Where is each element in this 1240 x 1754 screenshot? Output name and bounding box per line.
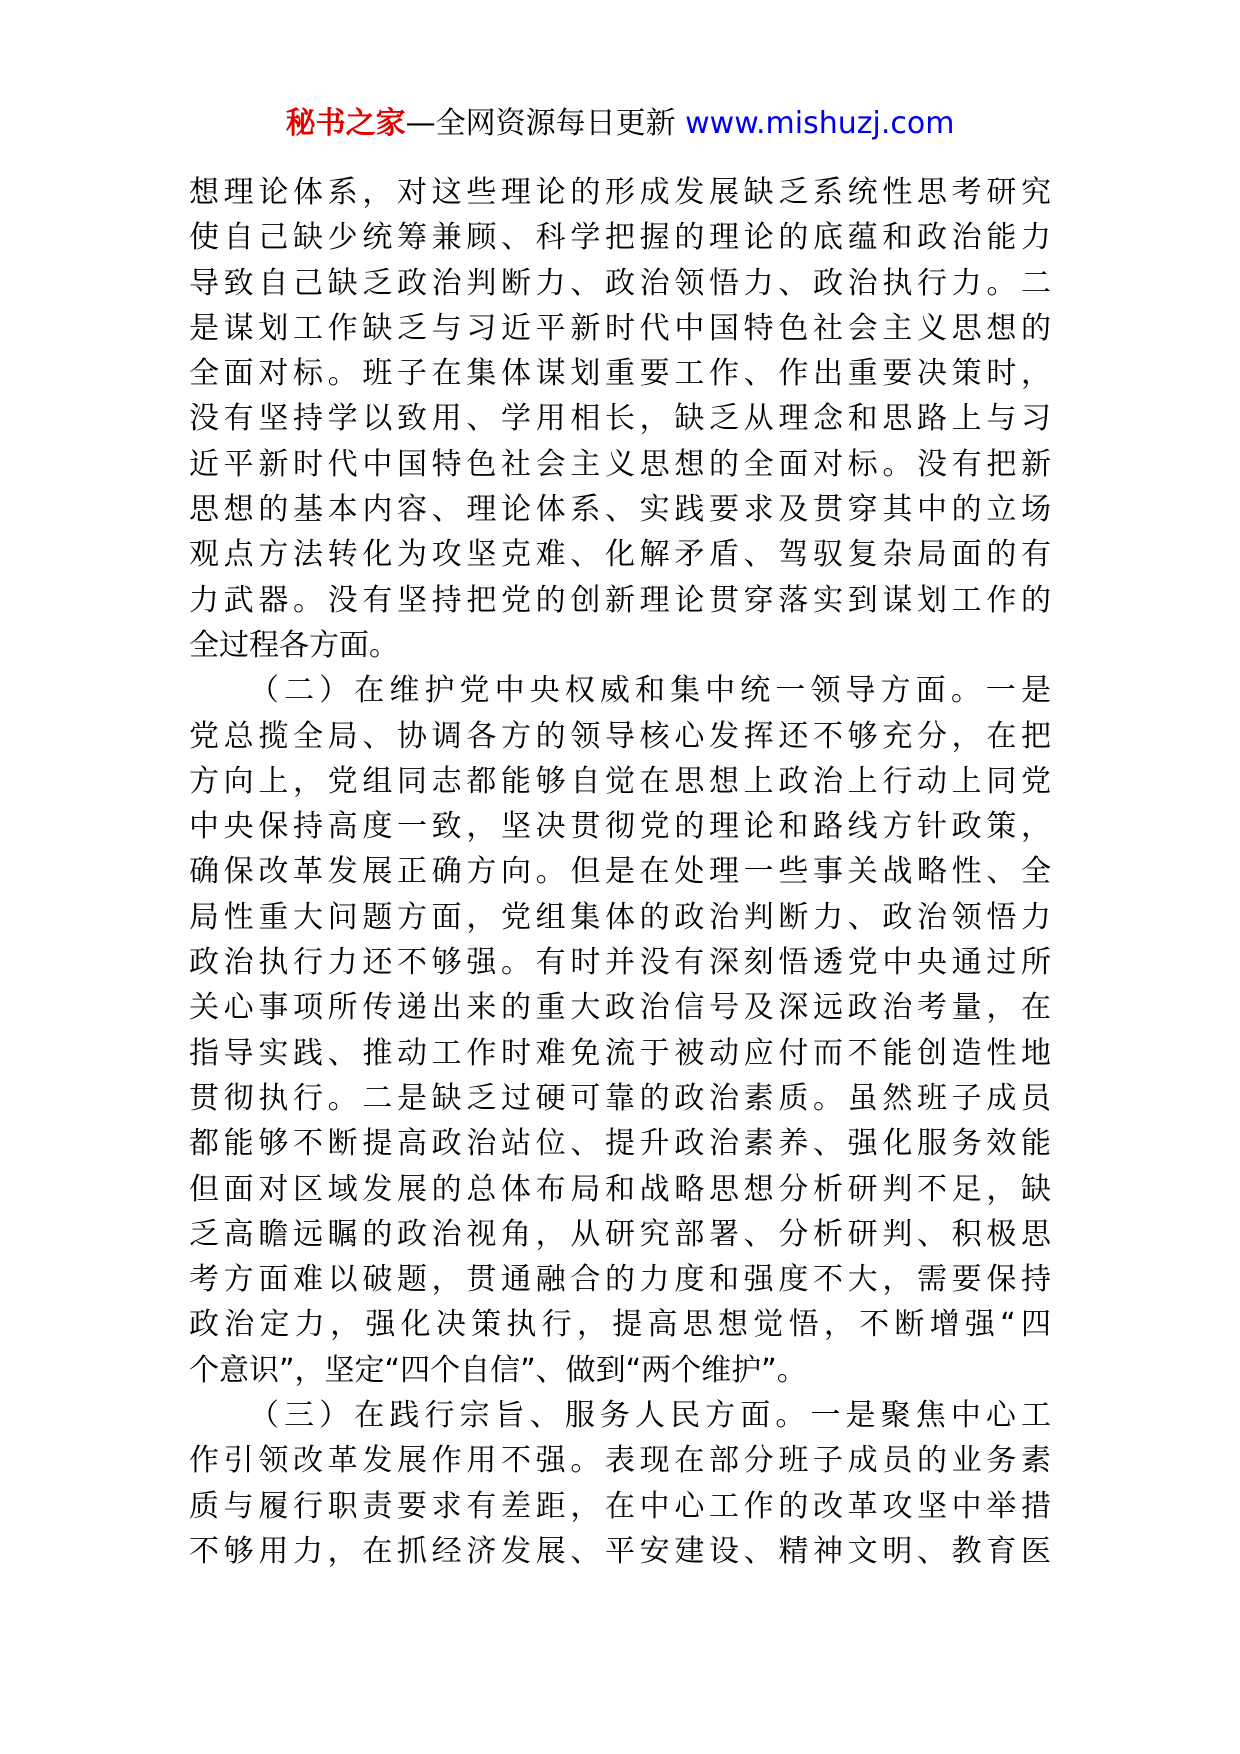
text-line: 近平新时代中国特色社会主义思想的全面对标。没有把新 xyxy=(189,446,1051,482)
section-heading-line: （二）在维护党中央权威和集中统一领导方面。一是 xyxy=(249,673,1051,709)
text-line: 力武器。没有坚持把党的创新理论贯穿落实到谋划工作的 xyxy=(189,582,1051,618)
header-tagline: 全网资源每日更新 xyxy=(435,106,676,141)
text-line: 确保改革发展正确方向。但是在处理一些事关战略性、全 xyxy=(189,854,1051,890)
text-line: 导致自己缺乏政治判断力、政治领悟力、政治执行力。二 xyxy=(189,265,1051,301)
text-line: 党总揽全局、协调各方的领导核心发挥还不够充分，在把 xyxy=(189,718,1051,754)
text-line: 关心事项所传递出来的重大政治信号及深远政治考量，在 xyxy=(189,990,1051,1026)
brand-name: 秘书之家 xyxy=(285,106,406,141)
text-line: 贯彻执行。二是缺乏过硬可靠的政治素质。虽然班子成员 xyxy=(189,1080,1051,1116)
text-line: 全面对标。班子在集体谋划重要工作、作出重要决策时， xyxy=(189,356,1051,392)
text-line: 没有坚持学以致用、学用相长，缺乏从理念和思路上与习 xyxy=(189,401,1051,437)
text-line: 但面对区域发展的总体布局和战略思想分析研判不足，缺 xyxy=(189,1171,1051,1207)
text-line: 都能够不断提高政治站位、提升政治素养、强化服务效能 xyxy=(189,1126,1051,1162)
text-line: 局性重大问题方面，党组集体的政治判断力、政治领悟力 xyxy=(189,899,1051,935)
text-line: 指导实践、推动工作时难免流于被动应付而不能创造性地 xyxy=(189,1035,1051,1071)
text-line: 中央保持高度一致，坚决贯彻党的理论和路线方针政策， xyxy=(189,809,1051,845)
site-url-link[interactable]: www.mishuzj.com xyxy=(685,106,955,141)
text-line: 使自己缺少统筹兼顾、科学把握的理论的底蕴和政治能力 xyxy=(189,220,1051,256)
text-line: 方向上，党组同志都能够自觉在思想上政治上行动上同党 xyxy=(189,763,1051,799)
document-body xyxy=(189,170,1051,1574)
text-line: 政治定力，强化决策执行，提高思想觉悟，不断增强“四 xyxy=(189,1307,1051,1343)
text-line: 思想的基本内容、理论体系、实践要求及贯穿其中的立场 xyxy=(189,492,1051,528)
text-line: 全过程各方面。 xyxy=(189,627,399,663)
section-heading-line: （三）在践行宗旨、服务人民方面。一是聚焦中心工 xyxy=(249,1398,1051,1434)
text-line: 政治执行力还不够强。有时并没有深刻悟透党中央通过所 xyxy=(189,945,1051,981)
page-header xyxy=(0,100,1240,148)
text-line: 作引领改革发展作用不强。表现在部分班子成员的业务素 xyxy=(189,1443,1051,1479)
text-line: 乏高瞻远瞩的政治视角，从研究部署、分析研判、积极思 xyxy=(189,1216,1051,1252)
text-line: 是谋划工作缺乏与习近平新时代中国特色社会主义思想的 xyxy=(189,310,1051,346)
text-line: 想理论体系，对这些理论的形成发展缺乏系统性思考研究 xyxy=(189,175,1051,210)
text-line: 个意识”，坚定“四个自信”、做到“两个维护”。 xyxy=(189,1352,807,1388)
text-line: 考方面难以破题，贯通融合的力度和强度不大，需要保持 xyxy=(189,1262,1051,1298)
text-line: 不够用力，在抓经济发展、平安建设、精神文明、教育医 xyxy=(189,1533,1051,1569)
header-separator: — xyxy=(405,106,436,141)
text-line: 质与履行职责要求有差距，在中心工作的改革攻坚中举措 xyxy=(189,1488,1051,1524)
text-line: 观点方法转化为攻坚克难、化解矛盾、驾驭复杂局面的有 xyxy=(189,537,1051,573)
